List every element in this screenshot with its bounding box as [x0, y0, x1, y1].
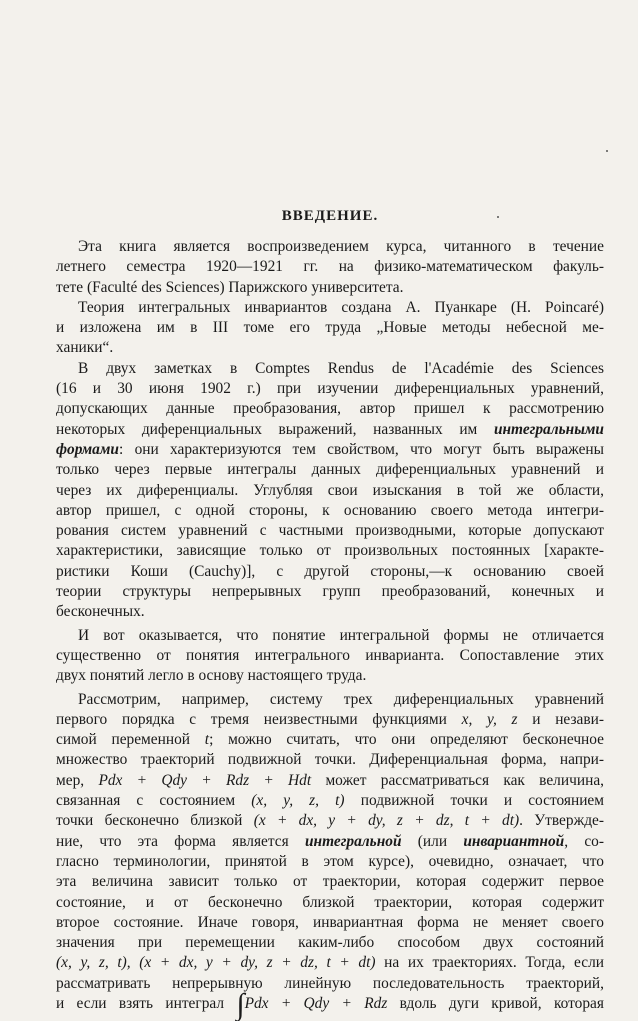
text-line: летнего семестра 1920—1921 гг. на физико-математическом факуль- [56, 258, 604, 276]
text-line: теории структуры непрерывных групп преобразований, конечных и [56, 583, 604, 601]
text-line: только через первые интегралы данных диференциальных уравнений и [56, 461, 604, 479]
text-line [56, 811, 604, 831]
text-line: гласно терминологии, принятой в этом курсе), очевидно, означает, что [56, 852, 604, 870]
text-line [56, 953, 604, 973]
text-line: ристики Коши (Cauchy)], с другой стороны,—к основанию своей [56, 562, 604, 580]
text-line: допускающих данные преобразования, автор пришел к рассмотрению [56, 400, 604, 418]
emphasis-term: формами [56, 440, 119, 458]
text-line: характеристики, зависящие только от произвольных постоянных [характе- [56, 542, 604, 560]
text-segment: вдоль дуги кривой, которая [399, 994, 604, 1012]
text-line: В двух заметках в Comptes Rendus de l'Académie des Sciences [78, 359, 604, 377]
text-line: существенно от понятия интегрального инварианта. Сопоставление этих [56, 646, 604, 664]
text-segment: (или [417, 832, 448, 850]
math-expression: (x, y, z, t) [251, 792, 345, 810]
text-line: множество траекторий подвижной точки. Диференциальная форма, напри- [56, 751, 604, 769]
text-segment: на их траекториях. Тогда, если [384, 954, 605, 972]
text-line: двух понятий легло в основу настоящего труда. [56, 667, 367, 685]
text-line: и изложена им в III томе его труда „Новые методы небесной ме- [56, 319, 604, 337]
paragraph-2 [56, 298, 604, 359]
text-segment: может рассматриваться как величина, [325, 771, 604, 789]
paragraph-3 [56, 359, 604, 623]
page-title: ВВЕДЕНИЕ. [281, 208, 379, 224]
integral-sign: ∫ [236, 987, 245, 1021]
text-line: бесконечных. [56, 603, 145, 621]
paragraph-4 [56, 626, 604, 687]
text-segment: симой переменной [56, 731, 191, 749]
paragraph-5 [56, 690, 605, 1021]
text-segment: точки бесконечно близкой [56, 812, 243, 830]
math-expression: x, y, z [461, 710, 518, 728]
text-segment: подвижной точки и состоянием [360, 792, 605, 810]
text-segment: и незави- [532, 710, 604, 728]
paragraph-1 [56, 237, 604, 298]
text-segment: мер, [56, 771, 85, 789]
text-line: состояние, и от бесконечно близкой траектории, которая содержит [56, 893, 604, 911]
text-line: Эта книга является воспроизведением курса, читанного в течение [78, 238, 604, 255]
text-line: тете (Faculté des Sciences) Парижского университета. [56, 278, 404, 296]
text-line: через их диференциалы. Углубляя свои изыскания в той же области, [56, 481, 604, 499]
text-line: второе состояние. Иначе говоря, инвариантная форма не меняет своего [56, 913, 604, 931]
text-segment: некоторых диференциальных выражений, названных им [56, 420, 478, 438]
document-page [56, 208, 605, 1021]
text-line: И вот оказывается, что понятие интегральной формы не отличается [78, 626, 604, 644]
text-line: Теория интегральных инвариантов создана А. Пуанкаре (H. Poincaré) [78, 298, 604, 316]
text-segment: ние, что эта форма является [56, 832, 289, 850]
emphasis-term: интегральной [305, 832, 402, 850]
text-segment: первого порядка с тремя неизвестными функциями [56, 710, 447, 728]
text-line: Рассмотрим, например, систему трех диференциальных уравнений [78, 690, 604, 708]
text-line: автор пришел, с одной стороны, к основанию своего метода интегри- [56, 501, 604, 519]
text-segment: : они характеризуются тем свойством, что могут быть выражены [118, 440, 604, 458]
text-line [56, 832, 604, 852]
text-segment: ; можно считать, что они определяют бесконечное [209, 731, 605, 749]
math-expression: (x + dx, y + dy, z + dz, t + dt) [253, 812, 520, 830]
emphasis-term: интегральными [493, 420, 604, 438]
text-segment: связанная с состоянием [56, 792, 236, 810]
scan-speck [606, 150, 608, 152]
math-expression: (x, y, z, t), (x + dx, y + dy, z + dz, t + dt) [56, 954, 376, 972]
text-line [56, 771, 604, 791]
emphasis-term: инвариантной [463, 832, 565, 850]
text-line [56, 791, 604, 811]
text-line: (16 и 30 июня 1902 г.) при изучении диференциальных уравнений, [56, 380, 604, 398]
text-line: значения при перемещении каким-либо способом двух состояний [56, 934, 604, 952]
text-segment: и если взять интеграл [56, 994, 225, 1012]
text-line [56, 420, 604, 440]
text-segment: . Утвержде- [519, 812, 605, 830]
text-line [56, 730, 604, 750]
text-line [56, 440, 604, 460]
math-expression: t [204, 731, 210, 749]
text-line: эта величина зависит только от траектории, которая содержит первое [56, 873, 604, 891]
text-line [56, 710, 604, 730]
text-line: рования систем уравнений с частными производными, которые допускают [56, 522, 604, 540]
text-line: ханики“. [56, 339, 114, 357]
text-line [56, 987, 604, 1021]
text-line: рассматривать непрерывную линейную последовательность траекторий, [56, 974, 604, 992]
math-expression: Pdx + Qdy + Rdz [244, 994, 388, 1012]
text-segment: , со- [564, 832, 604, 850]
math-expression: Pdx + Qdy + Rdz + Hdt [98, 771, 312, 789]
